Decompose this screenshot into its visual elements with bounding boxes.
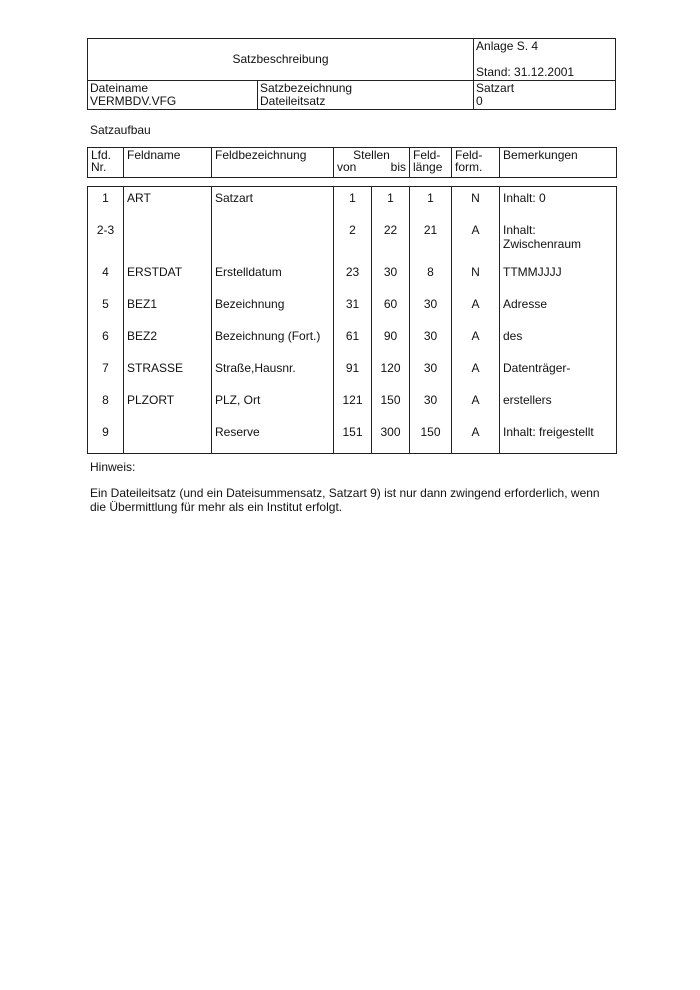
cell-laenge: 30 [410, 325, 452, 357]
record-header-box [87, 38, 616, 110]
cell-feldname [124, 421, 212, 454]
remark-line: Inhalt: 0 [503, 191, 546, 205]
cell-bemerkung [500, 389, 617, 421]
col-feldform-line1: Feld- [455, 148, 483, 162]
cell-laenge: 1 [410, 187, 452, 220]
column-header-box [87, 147, 617, 178]
col-lfd-line1: Lfd. [91, 148, 112, 162]
table-row [88, 421, 617, 454]
annex-cell [474, 39, 616, 81]
remark-line: Datenträger- [503, 361, 571, 375]
cell-form: A [452, 325, 500, 357]
col-lfd-line2: Nr. [91, 160, 107, 174]
cell-nr: 8 [88, 389, 124, 421]
cell-bezeichnung: PLZ, Ort [212, 389, 334, 421]
cell-von: 91 [334, 357, 372, 389]
cell-form: A [452, 357, 500, 389]
cell-feldname: BEZ2 [124, 325, 212, 357]
cell-bis: 1 [372, 187, 410, 220]
cell-nr: 1 [88, 187, 124, 220]
col-feldname: Feldname [124, 148, 212, 178]
record-type-cell [474, 81, 616, 110]
annex-label: Anlage S. 4 [476, 39, 539, 53]
cell-bemerkung [500, 219, 617, 261]
cell-nr: 6 [88, 325, 124, 357]
cell-bis: 300 [372, 421, 410, 454]
col-stellen [334, 148, 410, 178]
cell-bezeichnung: Bezeichnung [212, 293, 334, 325]
cell-laenge: 30 [410, 357, 452, 389]
cell-bemerkung [500, 325, 617, 357]
cell-feldname: BEZ1 [124, 293, 212, 325]
cell-bezeichnung [212, 219, 334, 261]
col-bemerkungen: Bemerkungen [500, 148, 617, 178]
note-title: Hinweis: [90, 460, 136, 474]
cell-bezeichnung: Satzart [212, 187, 334, 220]
note-text: Ein Dateileitsatz (und ein Dateisummensatz, Satzart 9) ist nur dann zwingend erforderlich, wenn die Übermittlung für mehr als ein Institut erfolgt. [90, 486, 600, 514]
cell-feldname: PLZORT [124, 389, 212, 421]
col-bis: bis [390, 160, 407, 174]
remark-line: Inhalt: freigestellt [503, 425, 594, 439]
table-row [88, 389, 617, 421]
cell-form: A [452, 293, 500, 325]
remark-line: Adresse [503, 297, 548, 311]
cell-bezeichnung: Reserve [212, 421, 334, 454]
status-date: Stand: 31.12.2001 [476, 65, 575, 79]
cell-von: 31 [334, 293, 372, 325]
table-row [88, 325, 617, 357]
table-row [88, 293, 617, 325]
cell-von: 121 [334, 389, 372, 421]
filename-value: VERMBDV.VFG [90, 94, 177, 108]
col-stellen-label: Stellen [353, 148, 390, 162]
cell-nr: 5 [88, 293, 124, 325]
cell-bezeichnung: Straße,Hausnr. [212, 357, 334, 389]
cell-bis: 60 [372, 293, 410, 325]
cell-bemerkung [500, 293, 617, 325]
cell-feldname [124, 219, 212, 261]
cell-bis: 22 [372, 219, 410, 261]
record-type-value: 0 [476, 94, 483, 108]
cell-von: 151 [334, 421, 372, 454]
col-feldbezeichnung: Feldbezeichnung [212, 148, 334, 178]
cell-laenge: 8 [410, 261, 452, 293]
col-feldlaenge-line1: Feld- [413, 148, 441, 162]
record-name-cell [258, 81, 474, 110]
remark-line: erstellers [503, 393, 552, 407]
cell-form: A [452, 389, 500, 421]
cell-von: 61 [334, 325, 372, 357]
remark-line: TTMMJJJJ [503, 265, 562, 279]
cell-bemerkung [500, 421, 617, 454]
record-name-label: Satzbezeichnung [260, 81, 353, 95]
record-type-label: Satzart [476, 81, 515, 95]
col-lfd-nr [88, 148, 124, 178]
col-feldlaenge [410, 148, 452, 178]
remark-line: Inhalt: [503, 223, 536, 237]
cell-form: N [452, 187, 500, 220]
cell-bezeichnung: Bezeichnung (Fort.) [212, 325, 334, 357]
field-table [87, 186, 617, 454]
cell-nr: 7 [88, 357, 124, 389]
cell-bis: 30 [372, 261, 410, 293]
col-feldform-line2: form. [455, 160, 483, 174]
cell-laenge: 30 [410, 389, 452, 421]
cell-form: A [452, 421, 500, 454]
cell-laenge: 30 [410, 293, 452, 325]
filename-cell [88, 81, 258, 110]
cell-bemerkung [500, 261, 617, 293]
cell-bis: 90 [372, 325, 410, 357]
remark-line: des [503, 329, 523, 343]
table-row [88, 219, 617, 261]
cell-von: 1 [334, 187, 372, 220]
section-title: Satzaufbau [90, 123, 151, 137]
table-row [88, 187, 617, 220]
cell-nr: 4 [88, 261, 124, 293]
cell-bis: 150 [372, 389, 410, 421]
record-name-value: Dateileitsatz [260, 94, 326, 108]
cell-nr: 9 [88, 421, 124, 454]
cell-feldname: STRASSE [124, 357, 212, 389]
col-feldform [452, 148, 500, 178]
cell-bemerkung [500, 357, 617, 389]
table-row [88, 357, 617, 389]
table-row [88, 261, 617, 293]
record-title: Satzbeschreibung [88, 39, 474, 81]
cell-laenge: 150 [410, 421, 452, 454]
cell-feldname: ART [124, 187, 212, 220]
col-von: von [337, 160, 357, 174]
cell-form: A [452, 219, 500, 261]
cell-bis: 120 [372, 357, 410, 389]
cell-form: N [452, 261, 500, 293]
filename-label: Dateiname [90, 81, 149, 95]
cell-von: 2 [334, 219, 372, 261]
cell-nr: 2-3 [88, 219, 124, 261]
cell-bemerkung [500, 187, 617, 220]
cell-feldname: ERSTDAT [124, 261, 212, 293]
cell-laenge: 21 [410, 219, 452, 261]
cell-von: 23 [334, 261, 372, 293]
col-feldlaenge-line2: länge [413, 160, 443, 174]
cell-bezeichnung: Erstelldatum [212, 261, 334, 293]
remark-line: Zwischenraum [503, 237, 582, 251]
